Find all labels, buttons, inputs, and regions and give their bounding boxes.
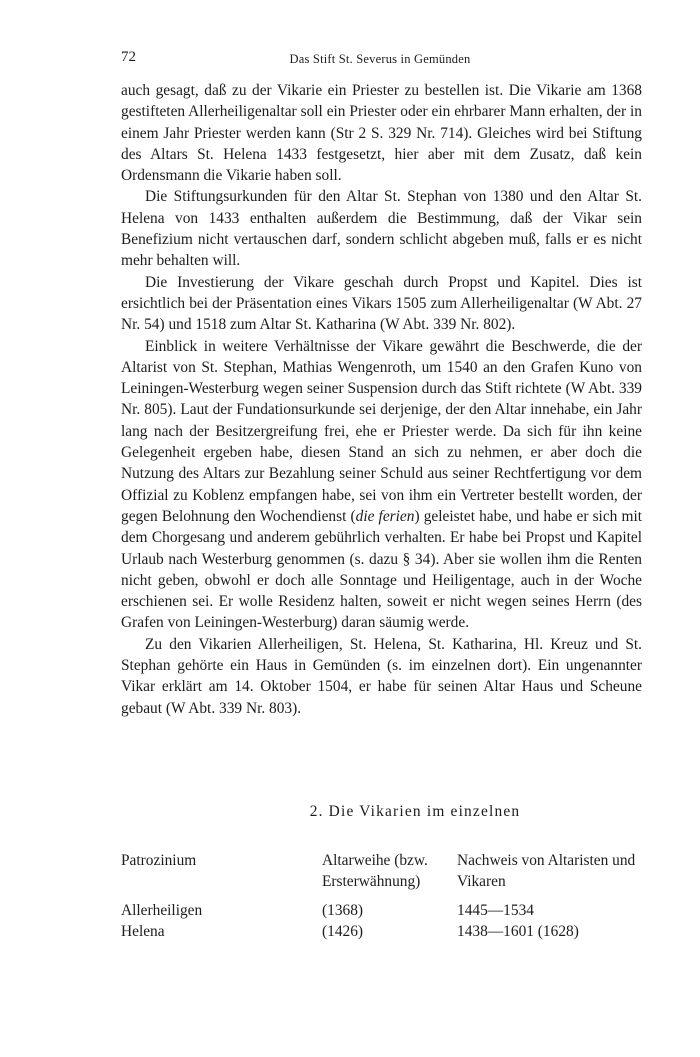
- section-heading: 2. Die Vikarien im einzelnen: [309, 803, 521, 820]
- table-cell-altarweihe: (1426): [322, 923, 364, 940]
- paragraph-4-italic: die ferien: [355, 507, 415, 525]
- body-text: [121, 80, 642, 719]
- paragraph-3: Die Investierung der Vikare geschah durch Propst und Kapitel. Dies ist ersichtlich bei der Präsentation eines Vikars 1505 zum Allerheiligenaltar (W Abt. 27 Nr. 54) und 1518 zum Altar St. Katharina (W Abt. 339 Nr. 802).: [121, 273, 642, 334]
- page-number: 72: [121, 49, 136, 65]
- paragraph-4-text-a: Einblick in weitere Verhältnisse der Vikare gewährt die Beschwerde, die der Altarist von St. Stephan, Mathias Wengenroth, um 1540 an den Grafen Kuno von Leiningen-Westerburg wegen seiner Suspension durch das Stift richtete (W Abt. 339 Nr. 805). Laut der Fundationsurkunde sei derjenige, der den Altar innehabe, ein Jahr lang nach der Besitzergreifung frei, ehe er Priester werde. Da sich für ihn keine Gelegenheit ergeben habe, diesen Stand an sich zu nehmen, er aber doch die Nutzung des Altars zur Bezahlung seiner Schuld aus seiner Rechtfertigung vor dem Offizial zu Koblenz empfangen habe, sei von ihm ein Vertreter bestellt worden, der gegen Belohnung den Wochendienst (: [121, 337, 642, 525]
- paragraph-1: auch gesagt, daß zu der Vikarie ein Priester zu bestellen ist. Die Vikarie am 1368 gestifteten Allerheiligenaltar soll ein Priester oder ein ehrbarer Mann erhalten, der in einem Jahr Priester werden kann (Str 2 S. 329 Nr. 714). Gleiches wird bei Stiftung des Altars St. Helena 1433 festgesetzt, hier aber mit dem Zusatz, daß kein Ordensmann die Vikarie haben soll.: [121, 82, 642, 185]
- paragraph-4: [121, 336, 642, 634]
- table-header-altarweihe: Altarweihe (bzw. Ersterwähnung): [322, 852, 428, 891]
- table-header-nachweis: Nachweis von Altaristen und Vikaren: [457, 852, 636, 891]
- running-head: Das Stift St. Severus in Gemünden: [289, 52, 471, 66]
- paragraph-5: Zu den Vikarien Allerheiligen, St. Helena, St. Katharina, Hl. Kreuz und St. Stephan gehörte ein Haus in Gemünden (s. im einzelnen dort). Ein ungenannter Vikar erklärt am 14. Oktober 1504, er habe für seinen Altar Haus und Scheune gebaut (W Abt. 339 Nr. 803).: [121, 635, 642, 717]
- table-cell-altarweihe: (1368): [322, 902, 364, 919]
- table-cell-nachweis: 1438—1601 (1628): [457, 923, 579, 940]
- table-cell-patrozinium: Allerheiligen: [121, 902, 203, 919]
- paragraph-2: Die Stiftungsurkunden für den Altar St. Stephan von 1380 und den Altar St. Helena von 1433 enthalten außerdem die Bestimmung, daß der Vikar sein Benefizium nicht vertauschen darf, sondern schlicht abgeben muß, falls er es nicht mehr behalten will.: [121, 188, 642, 270]
- table-cell-patrozinium: Helena: [121, 923, 165, 940]
- paragraph-4-text-b: ) geleistet habe, und habe er sich mit dem Chorgesang und anderem gebührlich verhalten. Er habe bei Propst und Kapitel Urlaub nach Westerburg genommen (s. dazu § 34). Aber sie wollen ihm die Renten nicht geben, obwohl er doch alle Sonntage und Heiligentage, auch in der Woche erschienen sei. Er wolle Residenz halten, soweit er nicht wegen seines Herrn (des Grafen von Leiningen-Westerburg) daran säumig werde.: [121, 507, 642, 632]
- table-cell-nachweis: 1445—1534: [457, 902, 534, 919]
- table-header-patrozinium: Patrozinium: [121, 852, 197, 869]
